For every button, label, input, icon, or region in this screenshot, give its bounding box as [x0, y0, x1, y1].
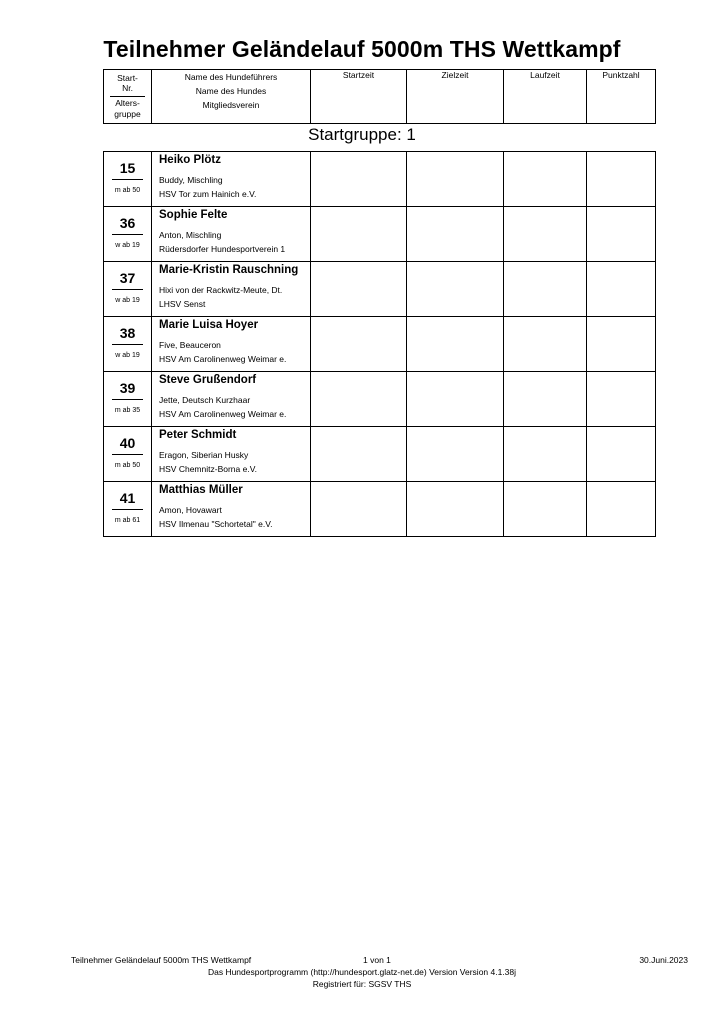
age-group: m ab 50: [114, 187, 141, 194]
start-number: 40: [119, 435, 136, 451]
punktzahl-cell: [587, 427, 656, 482]
punktzahl-cell: [587, 482, 656, 537]
startzeit-cell: [311, 482, 407, 537]
header-punktzahl: Punktzahl: [587, 70, 656, 124]
table-row: [104, 152, 656, 207]
start-number-cell: [104, 317, 152, 372]
age-group: w ab 19: [115, 352, 140, 359]
start-number: 37: [119, 270, 136, 286]
dog-name: Hixi von der Rackwitz-Meute, Dt.: [159, 285, 283, 295]
punktzahl-cell: [587, 262, 656, 317]
start-group-label: Startgruppe: 1: [308, 125, 416, 144]
start-number-cell: [104, 152, 152, 207]
participant-info-cell: [152, 427, 311, 482]
start-number: 15: [119, 160, 136, 176]
age-group: m ab 61: [114, 517, 141, 524]
zielzeit-cell: [407, 482, 504, 537]
club-name: HSV Chemnitz-Borna e.V.: [159, 464, 257, 474]
header-laufzeit: Laufzeit: [504, 70, 587, 124]
footer-title: Teilnehmer Geländelauf 5000m THS Wettkampf: [71, 955, 252, 965]
start-number-underline: [112, 344, 143, 345]
laufzeit-cell: [504, 262, 587, 317]
footer-registered: Registriert für: SGSV THS: [312, 979, 412, 989]
handler-name: Marie Luisa Hoyer: [159, 319, 259, 331]
startzeit-cell: [311, 317, 407, 372]
club-name: HSV Am Carolinenweg Weimar e.: [159, 354, 287, 364]
table-row: [104, 262, 656, 317]
participant-info-cell: [152, 207, 311, 262]
zielzeit-cell: [407, 427, 504, 482]
zielzeit-cell: [407, 372, 504, 427]
header-alters-gruppe: Alters- gruppe: [114, 98, 141, 119]
startzeit-cell: [311, 372, 407, 427]
punktzahl-cell: [587, 372, 656, 427]
table-row: [104, 207, 656, 262]
start-number-cell: [104, 372, 152, 427]
header-start-nr: Start- Nr.: [117, 73, 138, 93]
dog-name: Eragon, Siberian Husky: [159, 450, 249, 460]
club-name: HSV Ilmenau "Schortetal" e.V.: [159, 519, 273, 529]
handler-name: Sophie Felte: [159, 209, 228, 221]
start-number-underline: [112, 509, 143, 510]
zielzeit-cell: [407, 262, 504, 317]
table-row: [104, 482, 656, 537]
laufzeit-cell: [504, 427, 587, 482]
club-name: LHSV Senst: [159, 299, 206, 309]
header-separator: [110, 96, 145, 97]
start-number: 36: [119, 215, 136, 231]
club-name: HSV Tor zum Hainich e.V.: [159, 189, 257, 199]
start-number-underline: [112, 399, 143, 400]
laufzeit-cell: [504, 152, 587, 207]
handler-name: Peter Schmidt: [159, 429, 237, 441]
footer-date: 30.Juni.2023: [639, 955, 688, 965]
handler-name: Heiko Plötz: [159, 154, 221, 166]
club-name: HSV Am Carolinenweg Weimar e.: [159, 409, 287, 419]
start-number-underline: [112, 234, 143, 235]
participant-info-cell: [152, 262, 311, 317]
table-row: [104, 317, 656, 372]
punktzahl-cell: [587, 152, 656, 207]
header-startzeit: Startzeit: [311, 70, 407, 124]
handler-name: Matthias Müller: [159, 484, 243, 496]
zielzeit-cell: [407, 207, 504, 262]
header-zielzeit: Zielzeit: [407, 70, 504, 124]
start-number-cell: [104, 427, 152, 482]
participant-info-cell: [152, 152, 311, 207]
start-number-underline: [112, 454, 143, 455]
start-number: 39: [119, 380, 136, 396]
age-group: m ab 35: [114, 407, 141, 414]
zielzeit-cell: [407, 152, 504, 207]
handler-name: Marie-Kristin Rauschning: [159, 264, 299, 276]
dog-name: Five, Beauceron: [159, 340, 221, 350]
document-title: Teilnehmer Geländelauf 5000m THS Wettkampf: [103, 36, 621, 62]
age-group: m ab 50: [114, 462, 141, 469]
startzeit-cell: [311, 427, 407, 482]
start-number: 38: [119, 325, 136, 341]
start-number-cell: [104, 482, 152, 537]
footer-program-info: Das Hundesportprogramm (http://hundesport.glatz-net.de) Version Version 4.1.38j: [207, 967, 517, 977]
startzeit-cell: [311, 152, 407, 207]
startzeit-cell: [311, 262, 407, 317]
participant-info-cell: [152, 372, 311, 427]
footer-page: 1 von 1: [363, 955, 391, 965]
laufzeit-cell: [504, 207, 587, 262]
table-row: [104, 427, 656, 482]
zielzeit-cell: [407, 317, 504, 372]
dog-name: Amon, Hovawart: [159, 505, 222, 515]
dog-name: Anton, Mischling: [159, 230, 222, 240]
header-table: [103, 69, 656, 124]
punktzahl-cell: [587, 207, 656, 262]
start-number-underline: [112, 289, 143, 290]
header-dog-label: Name des Hundes: [195, 86, 267, 96]
punktzahl-cell: [587, 317, 656, 372]
age-group: w ab 19: [115, 297, 140, 304]
laufzeit-cell: [504, 482, 587, 537]
table-row: [104, 372, 656, 427]
dog-name: Jette, Deutsch Kurzhaar: [159, 395, 251, 405]
startzeit-cell: [311, 207, 407, 262]
header-club-label: Mitgliedsverein: [202, 100, 260, 110]
start-number-underline: [112, 179, 143, 180]
age-group: w ab 19: [115, 242, 140, 249]
start-number: 41: [119, 490, 136, 506]
laufzeit-cell: [504, 372, 587, 427]
participants-table: [103, 151, 656, 537]
handler-name: Steve Grußendorf: [159, 374, 257, 386]
laufzeit-cell: [504, 317, 587, 372]
participant-info-cell: [152, 317, 311, 372]
start-number-cell: [104, 207, 152, 262]
header-handler-label: Name des Hundeführers: [184, 72, 278, 82]
participant-info-cell: [152, 482, 311, 537]
dog-name: Buddy, Mischling: [159, 175, 223, 185]
header-start-nr-cell: [104, 70, 152, 124]
club-name: Rüdersdorfer Hundesportverein 1: [159, 244, 286, 254]
start-number-cell: [104, 262, 152, 317]
header-names-cell: [152, 70, 311, 124]
